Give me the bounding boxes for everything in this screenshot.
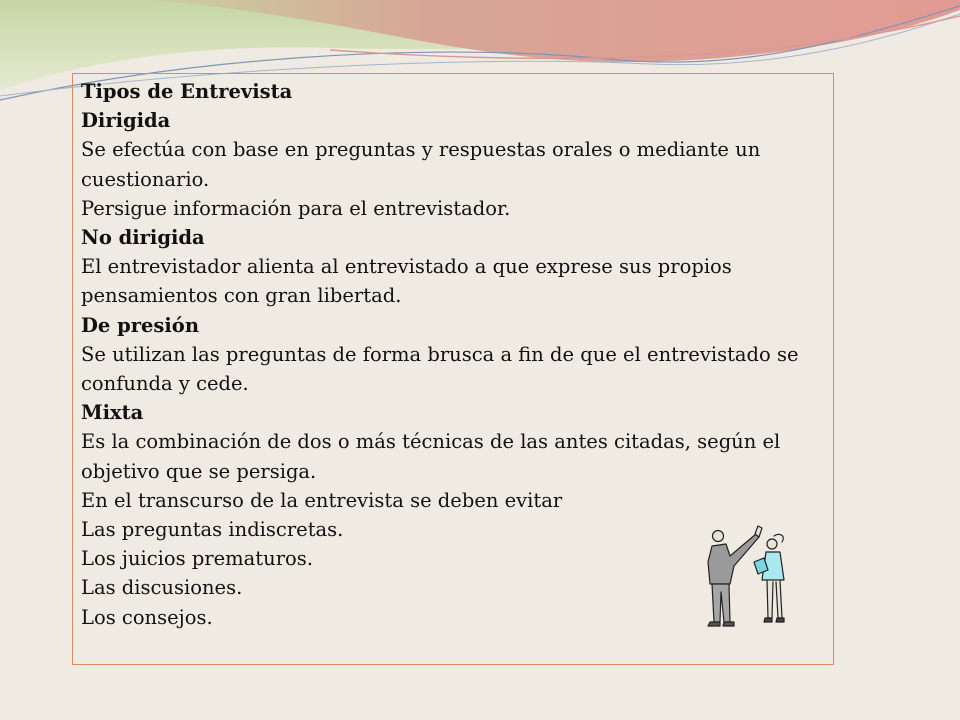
body-line: Los juicios prematuros.	[81, 547, 313, 571]
body-line: Los consejos.	[81, 605, 213, 629]
body-line: Se efectúa con base en preguntas y respuestas orales o mediante un cuestionario.	[81, 138, 761, 191]
body-line: Las discusiones.	[81, 576, 243, 600]
body-line: Es la combinación de dos o más técnicas de las antes citadas, según el objetivo que se persiga.	[81, 430, 781, 483]
section-heading: Dirigida	[81, 109, 171, 133]
section-heading: Tipos de Entrevista	[81, 80, 293, 103]
section-heading: De presión	[81, 313, 199, 337]
body-line: Persigue información para el entrevistador.	[81, 196, 511, 220]
section-heading: No dirigida	[81, 226, 205, 250]
body-line: El entrevistador alienta al entrevistado a que exprese sus propios pensamientos con gran libertad.	[81, 255, 732, 308]
body-line: Las preguntas indiscretas.	[81, 518, 344, 542]
body-line: En el transcurso de la entrevista se deben evitar	[81, 488, 563, 512]
interview-people-icon	[696, 522, 806, 632]
body-line: Se utilizan las preguntas de forma brusca a fin de que el entrevistado se confunda y cede.	[81, 342, 799, 396]
section-heading: Mixta	[81, 401, 144, 425]
